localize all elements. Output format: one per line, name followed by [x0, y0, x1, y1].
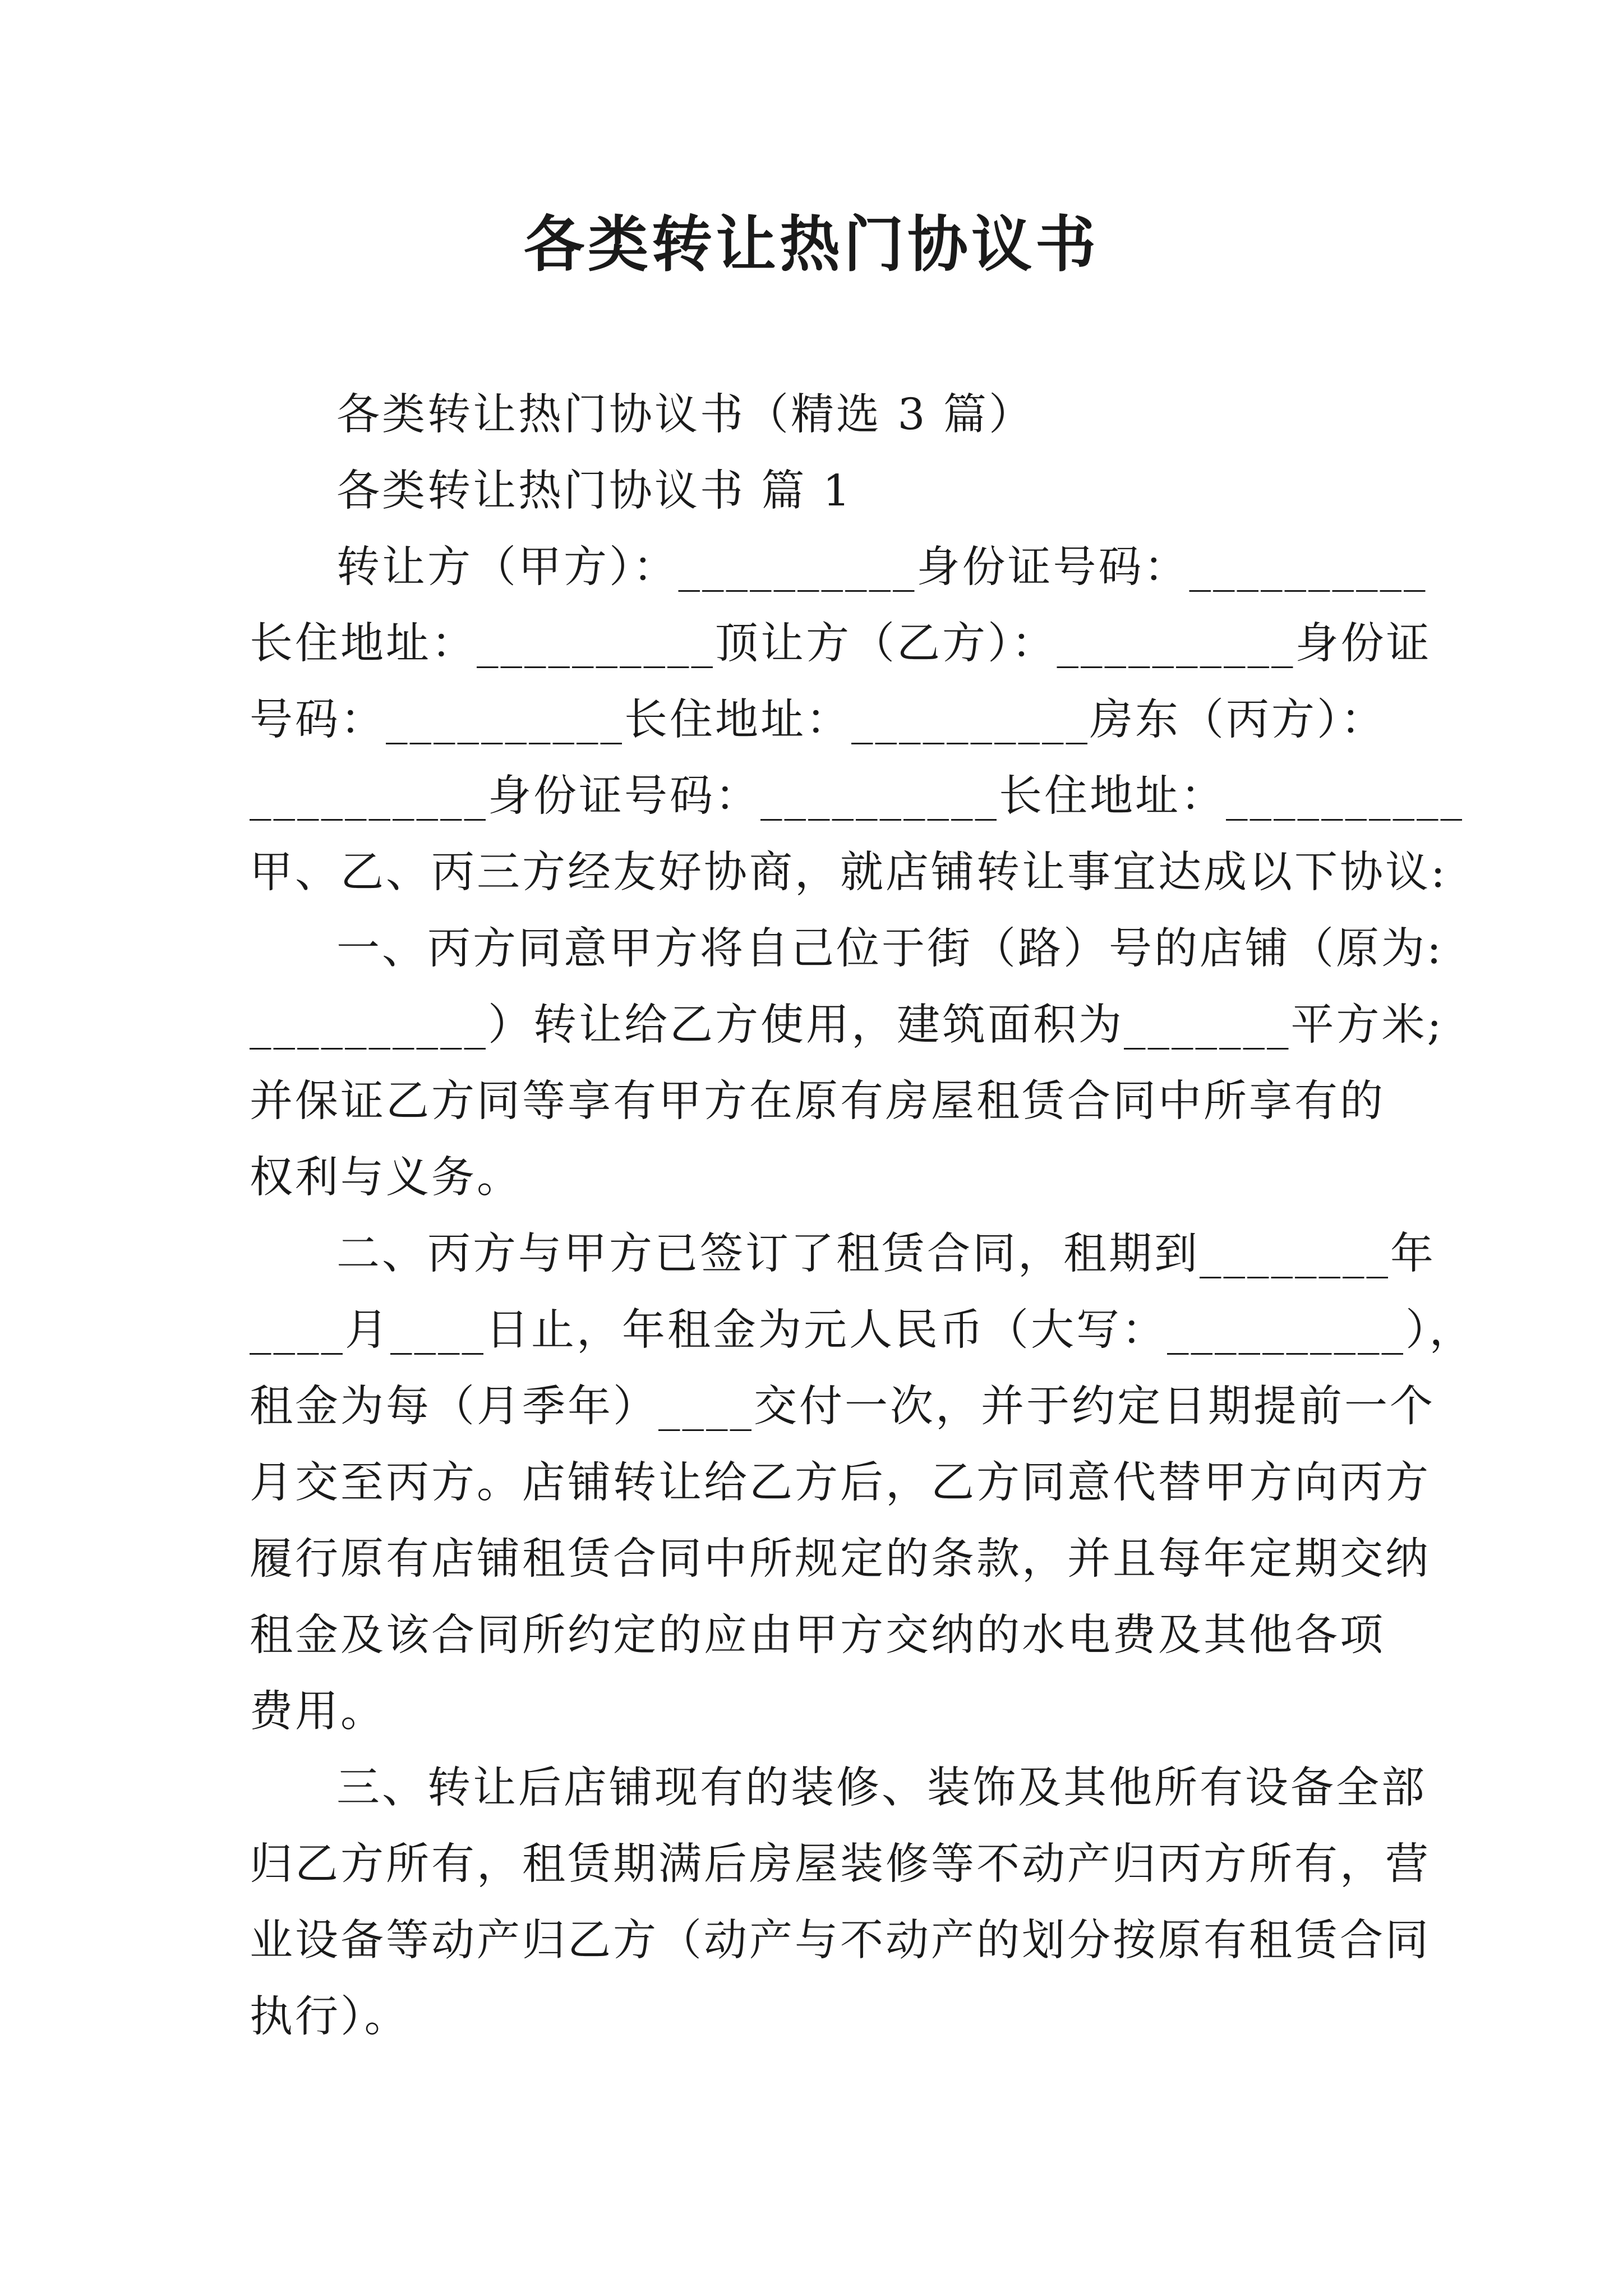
paragraph-line: 履行原有店铺租赁合同中所规定的条款，并且每年定期交纳	[250, 1534, 1431, 1584]
paragraph-line: 号码：__________长住地址：__________房东（丙方）：	[250, 695, 1386, 745]
paragraph-line: 三、转让后店铺现有的装修、装饰及其他所有设备全部	[336, 1763, 1427, 1813]
section-heading: 各类转让热门协议书 篇 1	[336, 466, 852, 516]
subtitle-line: 各类转让热门协议书（精选 3 篇）	[336, 390, 1034, 440]
paragraph-line: __________）转让给乙方使用，建筑面积为_______平方米;	[250, 1000, 1444, 1050]
paragraph-line: 月交至丙方。店铺转让给乙方后，乙方同意代替甲方向丙方	[250, 1458, 1431, 1508]
paragraph-line: ____月____日止，年租金为元人民币（大写：__________），	[250, 1305, 1475, 1355]
paragraph-line: 权利与义务。	[250, 1153, 522, 1203]
paragraph-line: 租金为每（月季年）____交付一次，并于约定日期提前一个	[250, 1382, 1435, 1432]
paragraph-line: 长住地址：__________顶让方（乙方）：__________身份证	[250, 619, 1432, 669]
paragraph-line: 并保证乙方同等享有甲方在原有房屋租赁合同中所享有的	[250, 1076, 1385, 1126]
paragraph-line: __________身份证号码：__________长住地址：__________	[250, 771, 1464, 821]
paragraph-line: 甲、乙、丙三方经友好协商，就店铺转让事宜达成以下协议:	[250, 848, 1447, 898]
paragraph-line: 一、丙方同意甲方将自己位于街（路）号的店铺（原为:	[336, 924, 1444, 974]
paragraph-line: 转让方（甲方）：__________身份证号码：__________	[336, 542, 1428, 592]
paragraph-line: 租金及该合同所约定的应由甲方交纳的水电费及其他各项	[250, 1611, 1385, 1660]
document-title: 各类转让热门协议书	[523, 210, 1099, 280]
paragraph-line: 归乙方所有，租赁期满后房屋装修等不动产归丙方所有，营	[250, 1839, 1431, 1889]
paragraph-line: 二、丙方与甲方已签订了租赁合同，租期到________年	[336, 1229, 1436, 1279]
paragraph-line: 执行）。	[250, 1992, 410, 2042]
paragraph-line: 业设备等动产归乙方（动产与不动产的划分按原有租赁合同	[250, 1916, 1431, 1966]
paragraph-line: 费用。	[250, 1687, 386, 1737]
